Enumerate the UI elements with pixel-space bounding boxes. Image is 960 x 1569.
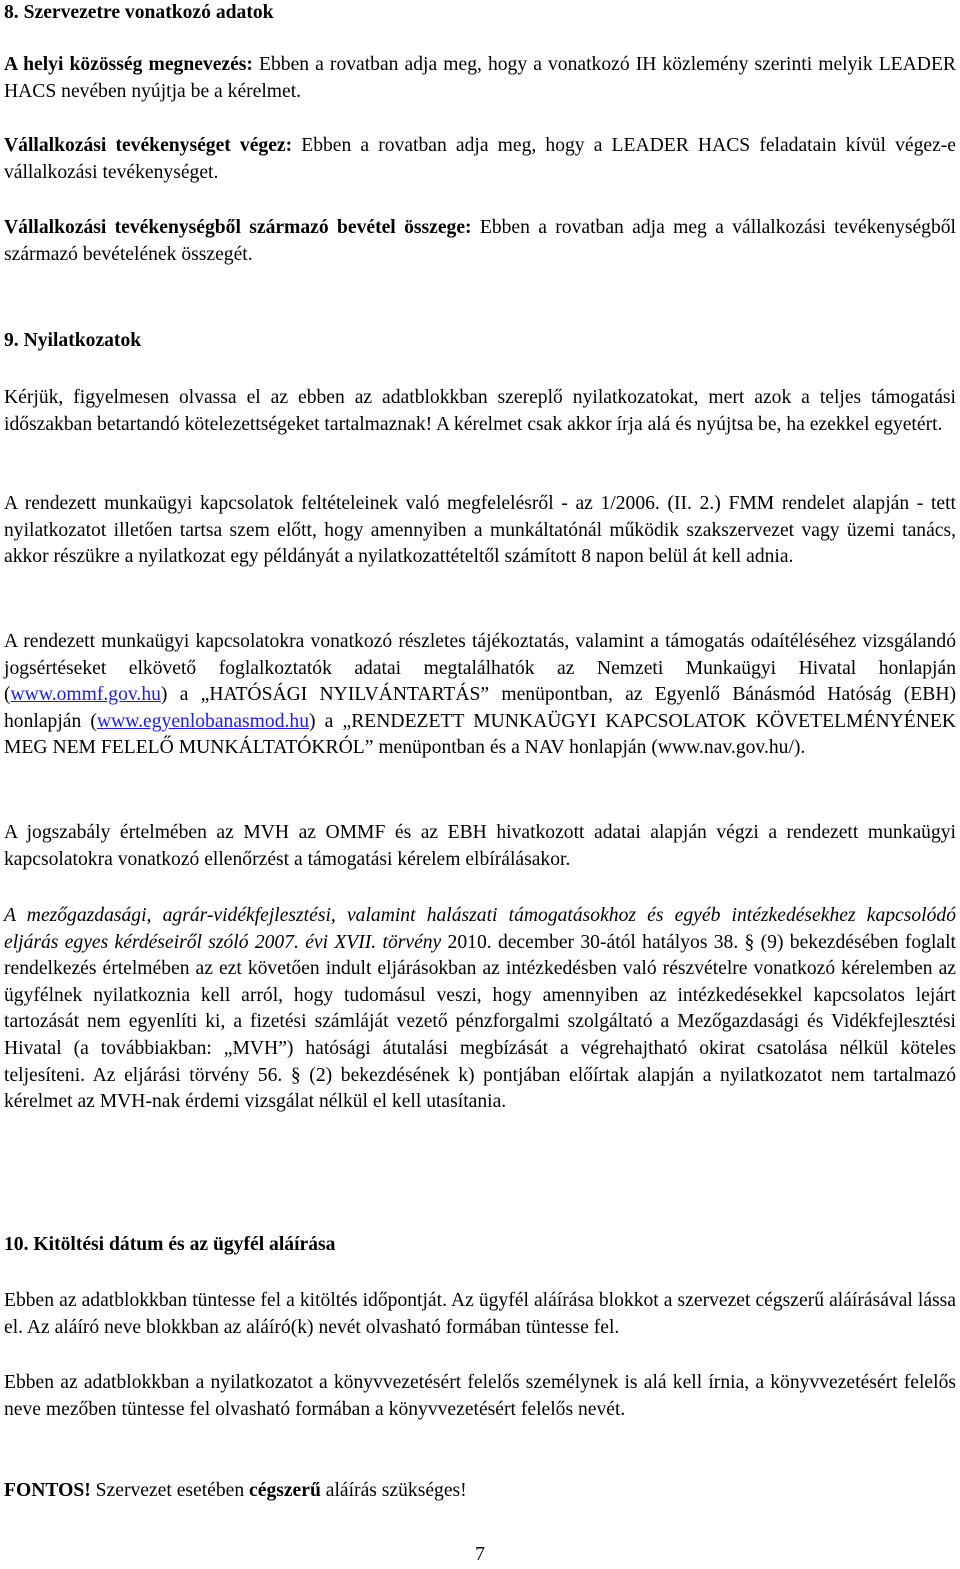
law-title: A mezőgazdasági, agrár-vidékfejlesztési, valamint halászati támogatásokhoz és egyéb intézkedésekhez kapcsolódó eljárás egyes kérdéseiről szóló 2007. évi XVII. törvény	[4, 905, 956, 953]
section-10-heading: 10. Kitöltési dátum és az ügyfél aláírása	[4, 1234, 336, 1255]
s9-paragraph-2: A rendezett munkaügyi kapcsolatok feltételeinek való megfelelésről - az 1/2006. (II. 2.) FMM rendelet alapján - tett nyilatkozatot illetően tartsa szem előtt, hogy amennyiben a munkáltatónál működik szakszervezet vagy üzemi tanács, akkor részükre a nyilatkozat egy példányát a nyilatkozattételtől számított 8 napon belül át kell adnia.	[4, 493, 956, 568]
s8-p1-lead: A helyi közösség megnevezés:	[4, 54, 253, 75]
section-9-heading: 9. Nyilatkozatok	[4, 330, 142, 351]
s9-paragraph-5	[4, 903, 956, 1116]
s8-p2-text: Ebben a rovatban adja meg, hogy a LEADER HACS feladatain kívül végez-e vállalkozási tevékenységet.	[4, 135, 956, 183]
s10-paragraph-2: Ebben az adatblokkban a nyilatkozatot a könyvvezetésért felelős személynek is alá kell írnia, a könyvvezetésért felelős neve mezőben tüntesse fel olvasható formában a könyvvezetésért felelős nevét.	[4, 1372, 956, 1420]
s8-p2-lead: Vállalkozási tevékenységet végez:	[4, 135, 293, 156]
s8-p1-text: Ebben a rovatban adja meg, hogy a vonatkozó IH közlemény szerinti melyik LEADER HACS nevében nyújtja be a kérelmet.	[4, 54, 956, 102]
s9-paragraph-4: A jogszabály értelmében az MVH az OMMF és az EBH hivatkozott adatai alapján végzi a rendezett munkaügyi kapcsolatokra vonatkozó ellenőrzést a támogatási kérelem elbírálásakor.	[4, 822, 956, 870]
note-text-b: aláírás szükséges!	[320, 1480, 467, 1501]
ommf-link[interactable]: www.ommf.gov.hu	[10, 684, 161, 706]
s10-paragraph-1: Ebben az adatblokkban tüntesse fel a kitöltés időpontját. Az ügyfél aláírása blokkot a szervezet cégszerű aláírásával lássa el. Az aláíró neve blokkban az aláíró(k) nevét olvasható formában tüntesse fel.	[4, 1290, 956, 1338]
note-bold: cégszerű	[249, 1480, 321, 1501]
note-lead: FONTOS!	[4, 1480, 91, 1501]
s9-p3-text-b: ) a „HATÓSÁGI NYILVÁNTARTÁS” menüpontban, az Egyenlő Bánásmód Hatóság (EBH) honlapján (	[4, 684, 956, 732]
s9-paragraph-1: Kérjük, figyelmesen olvassa el az ebben az adatblokkban szereplő nyilatkozatokat, mert azok a teljes támogatási időszakban betartandó kötelezettségeket tartalmaznak! A kérelmet csak akkor írja alá és nyújtsa be, ha ezekkel egyetért.	[4, 387, 956, 435]
note-text-a: Szervezet esetében	[90, 1480, 250, 1501]
section-8-heading: 8. Szervezetre vonatkozó adatok	[4, 2, 274, 23]
s9-p3-text-a: A rendezett munkaügyi kapcsolatokra vonatkozó részletes tájékoztatás, valamint a támogatás odaítéléséhez vizsgálandó jogsértéseket elkövető foglalkoztatók adatai megtalálhatók az Nemzeti Munkaügyi Hivatal honlapján (	[4, 631, 956, 706]
important-note	[4, 1478, 467, 1505]
s9-paragraph-3	[4, 629, 956, 762]
s9-p3-text-c: ) a „RENDEZETT MUNKAÜGYI KAPCSOLATOK KÖVETELMÉNYÉNEK MEG NEM FELELŐ MUNKÁLTATÓKRÓL” menüpontban és a NAV honlapján (www.nav.gov.hu/).	[4, 710, 956, 759]
s8-paragraph-2	[4, 133, 956, 186]
s8-paragraph-3	[4, 215, 956, 268]
s8-paragraph-1	[4, 52, 956, 105]
s8-p3-lead: Vállalkozási tevékenységből származó bevétel összege:	[4, 217, 472, 238]
page-number: 7	[475, 1544, 485, 1565]
egyenlobanasmod-link[interactable]: www.egyenlobanasmod.hu	[96, 710, 309, 732]
s9-p5-text: 2010. december 30-ától hatályos 38. § (9) bekezdésében foglalt rendelkezés értelmében az ezt követően indult eljárásokban az intézkedésben való részvételre vonatkozó kérelemben az ügyfélnek nyilatkoznia kell arról, hogy tudomásul veszi, hogy amennyiben az intézkedésekkel kapcsolatos lejárt tartozását nem egyenlíti ki, a fizetési számláját vezető pénzforgalmi szolgáltató a Mezőgazdasági és Vidékfejlesztési Hivatal (a továbbiakban: „MVH”) hatósági átutalási megbízását a végrehajtható okirat csatolása nélkül köteles teljesíteni. Az eljárási törvény 56. § (2) bekezdésének k) pontjában előírtak alapján a nyilatkozatot nem tartalmazó kérelmet az MVH-nak érdemi vizsgálat nélkül el kell utasítania.	[4, 931, 957, 1113]
s8-p3-text: Ebben a rovatban adja meg a vállalkozási tevékenységből származó bevételének összegét.	[4, 217, 956, 265]
